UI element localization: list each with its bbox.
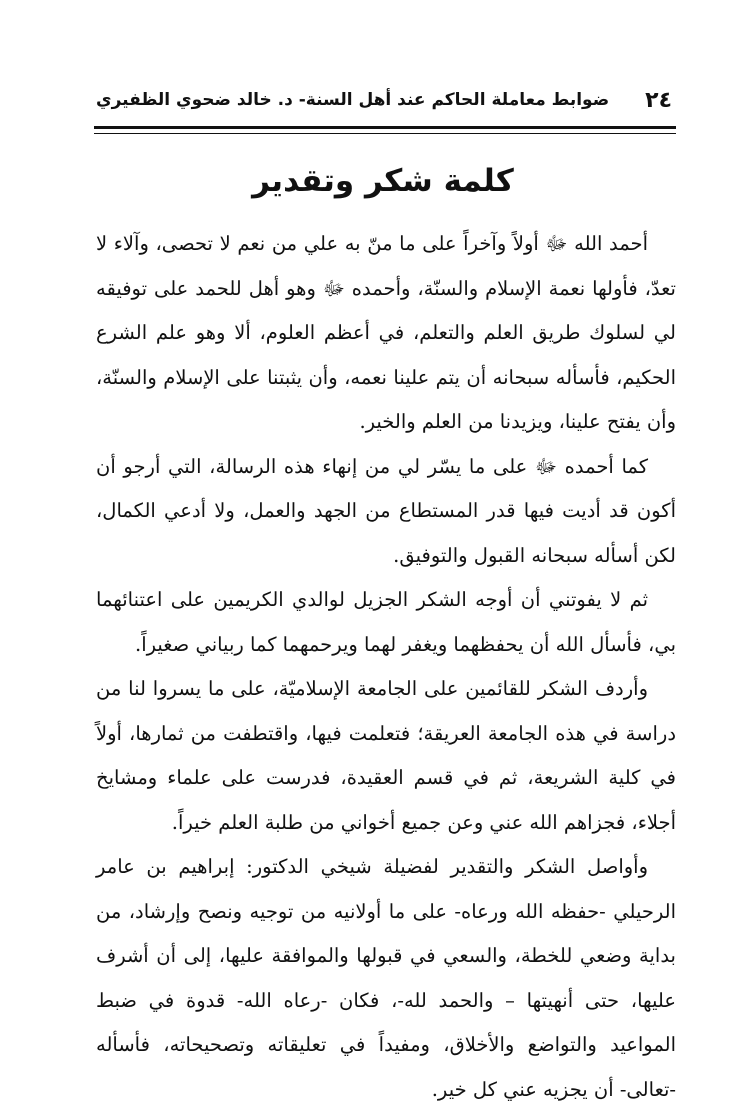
- running-header: [92, 82, 672, 118]
- paragraph: وأواصل الشكر والتقدير لفضيلة شيخي الدكتور: إبراهيم بن عامر الرحيلي -حفظه الله ورعاه- على ما أولانيه من توجيه ونصح وإرشاد، من بداية وضعي للخطة، والسعي في قبولها والموافقة عليها، إلى أن أشرف عليها، حتى أنهيتها – والحمد لله-، فكان -رعاه الله- قدوة في ضبط المواعيد والتواضع والأخلاق، ومفيداً في تعليقاته وتصحيحاته، فأسأله -تعالى- أن يجزيه عني كل خير.: [96, 855, 676, 1101]
- header-rule-thin: [94, 133, 676, 134]
- header-rule-thick: [94, 126, 676, 129]
- paragraph: أحمد الله ﷻ أولاً وآخراً على ما منّ به علي من نعم لا تحصى، وآلاء لا تعدّ، فأولها نعمة الإسلام والسنّة، وأحمده ﷻ وهو أهل للحمد على توفيقه لي لسلوك طريق العلم والتعلم، في أعظم العلوم، ألا وهو علم الشرع الحكيم، فأسأله سبحانه أن يتم علينا نعمه، وأن يثبتنا على الإسلام والسنّة، وأن يفتح علينا، ويزيدنا من العلم والخير.: [96, 232, 676, 433]
- body-text: [96, 222, 676, 1112]
- paragraph: ثم لا يفوتني أن أوجه الشكر الجزيل لوالدي الكريمين على اعتنائهما بي، فأسأل الله أن يحفظهما ويغفر لهما ويرحمهما كما ربياني صغيراً.: [96, 588, 676, 656]
- page-number: ٢٤: [645, 87, 672, 113]
- running-title: ضوابط معاملة الحاكم عند أهل السنة- د. خالد ضحوي الظفيري: [96, 90, 610, 110]
- paragraph: وأردف الشكر للقائمين على الجامعة الإسلاميّة، على ما يسروا لنا من دراسة في هذه الجامعة العريقة؛ فتعلمت فيها، واقتطفت من ثمارها، أولاً في كلية الشريعة، ثم في قسم العقيدة، فدرست على علماء ومشايخ أجلاء، فجزاهم الله عني وعن جميع أخواني من طلبة العلم خيراً.: [96, 677, 676, 834]
- section-heading: كلمة شكر وتقدير: [252, 163, 514, 199]
- paragraph: كما أحمده ﷻ على ما يسّر لي من إنهاء هذه الرسالة، التي أرجو أن أكون قد أديت فيها قدر المستطاع من الجهد والعمل، ولا أدعي الكمال، لكن أسأله سبحانه القبول والتوفيق.: [96, 454, 676, 567]
